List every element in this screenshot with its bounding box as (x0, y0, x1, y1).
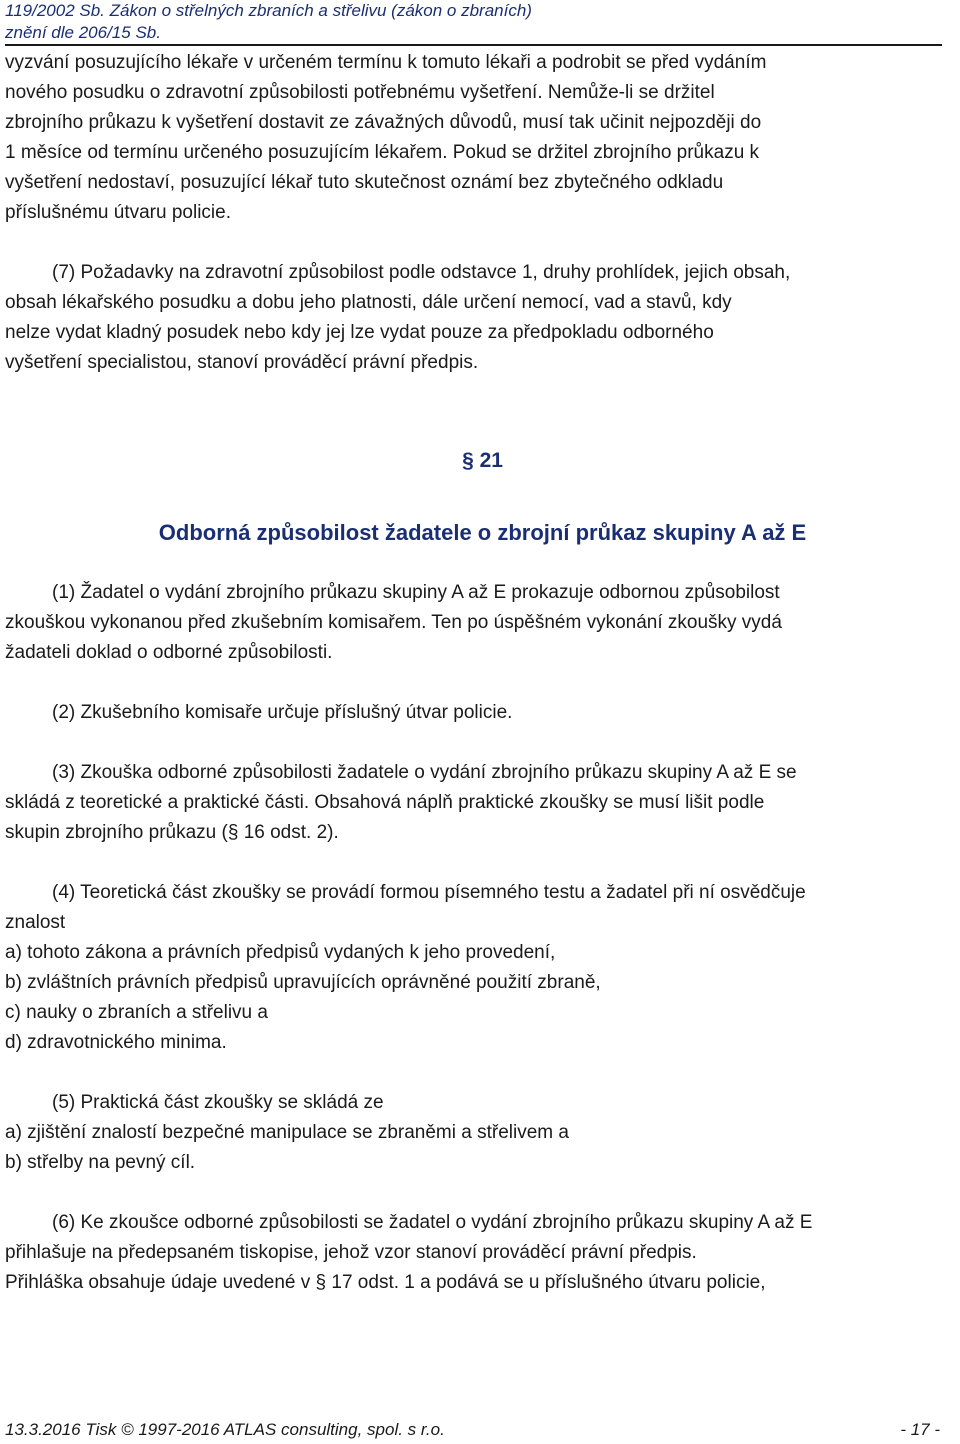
paragraph-7-line: obsah lékařského posudku a dobu jeho platnosti, dále určení nemocí, vad a stavů, kdy (5, 292, 732, 313)
subsection-5-item: b) střelby na pevný cíl. (5, 1152, 196, 1173)
subsection-1-line: zkouškou vykonanou před zkušebním komisařem. Ten po úspěšném vykonání zkoušky vydá (5, 612, 782, 633)
page-footer (5, 1420, 940, 1440)
header-rule (5, 44, 942, 46)
subsection-4-item: c) nauky o zbraních a střelivu a (5, 1002, 268, 1023)
subsection-3-line: (3) Zkouška odborné způsobilosti žadatele o vydání zbrojního průkazu skupiny A až E se (52, 762, 797, 783)
page-header (5, 0, 942, 44)
subsection-6-line: přihlašuje na předepsaném tiskopise, jehož vzor stanoví prováděcí právní předpis. (5, 1242, 697, 1263)
text-line: zbrojního průkazu k vyšetření dostavit ze závažných důvodů, musí tak učinit nejpozději do (5, 112, 762, 133)
subsection-6-line: Přihláška obsahuje údaje uvedené v § 17 odst. 1 a podává se u příslušného útvaru policie, (5, 1272, 766, 1293)
section-number: § 21 (462, 449, 503, 472)
subsection-2-line: (2) Zkušebního komisaře určuje příslušný útvar policie. (52, 702, 513, 723)
subsection-1-line: žadateli doklad o odborné způsobilosti. (5, 642, 333, 663)
subsection-1-line: (1) Žadatel o vydání zbrojního průkazu skupiny A až E prokazuje odbornou způsobilost (52, 582, 780, 603)
section-heading: Odborná způsobilost žadatele o zbrojní průkaz skupiny A až E (158, 520, 807, 545)
header-title: 119/2002 Sb. Zákon o střelných zbraních a střelivu (zákon o zbraních) (5, 1, 532, 20)
subsection-4-item: a) tohoto zákona a právních předpisů vydaných k jeho provedení, (5, 942, 556, 963)
subsection-4-line: znalost (5, 912, 66, 933)
text-line: vyšetření nedostaví, posuzující lékař tuto skutečnost oznámí bez zbytečného odkladu (5, 172, 724, 193)
subsection-4-line: (4) Teoretická část zkoušky se provádí formou písemného testu a žadatel při ní osvědčuje (52, 882, 806, 903)
subsection-3-line: skládá z teoretické a praktické části. Obsahová náplň praktické zkoušky se musí lišit podle (5, 792, 765, 813)
subsection-4-item: b) zvláštních právních předpisů upravujících oprávněné použití zbraně, (5, 972, 601, 993)
document-body (5, 48, 960, 1298)
text-line: 1 měsíce od termínu určeného posuzujícím lékařem. Pokud se držitel zbrojního průkazu k (5, 142, 760, 163)
header-version: znění dle 206/15 Sb. (5, 23, 161, 42)
subsection-3-line: skupin zbrojního průkazu (§ 16 odst. 2). (5, 822, 339, 843)
text-line: příslušnému útvaru policie. (5, 202, 231, 223)
text-line: vyzvání posuzujícího lékaře v určeném termínu k tomuto lékaři a podrobit se před vydáním (5, 52, 767, 73)
paragraph-7-line: (7) Požadavky na zdravotní způsobilost podle odstavce 1, druhy prohlídek, jejich obsah, (52, 262, 791, 283)
subsection-4-item: d) zdravotnického minima. (5, 1032, 227, 1053)
subsection-6-line: (6) Ke zkoušce odborné způsobilosti se žadatel o vydání zbrojního průkazu skupiny A až E (52, 1212, 813, 1233)
subsection-5-item: a) zjištění znalostí bezpečné manipulace se zbraněmi a střelivem a (5, 1122, 569, 1143)
paragraph-7-line: vyšetření specialistou, stanoví prováděcí právní předpis. (5, 352, 479, 373)
page-number: - 17 - (900, 1420, 940, 1439)
paragraph-7-line: nelze vydat kladný posudek nebo kdy jej lze vydat pouze za předpokladu odborného (5, 322, 714, 343)
text-line: nového posudku o zdravotní způsobilosti potřebnému vyšetření. Nemůže-li se držitel (5, 82, 715, 103)
footer-copyright: 13.3.2016 Tisk © 1997-2016 ATLAS consulting, spol. s r.o. (5, 1420, 445, 1439)
subsection-5-line: (5) Praktická část zkoušky se skládá ze (52, 1092, 384, 1113)
